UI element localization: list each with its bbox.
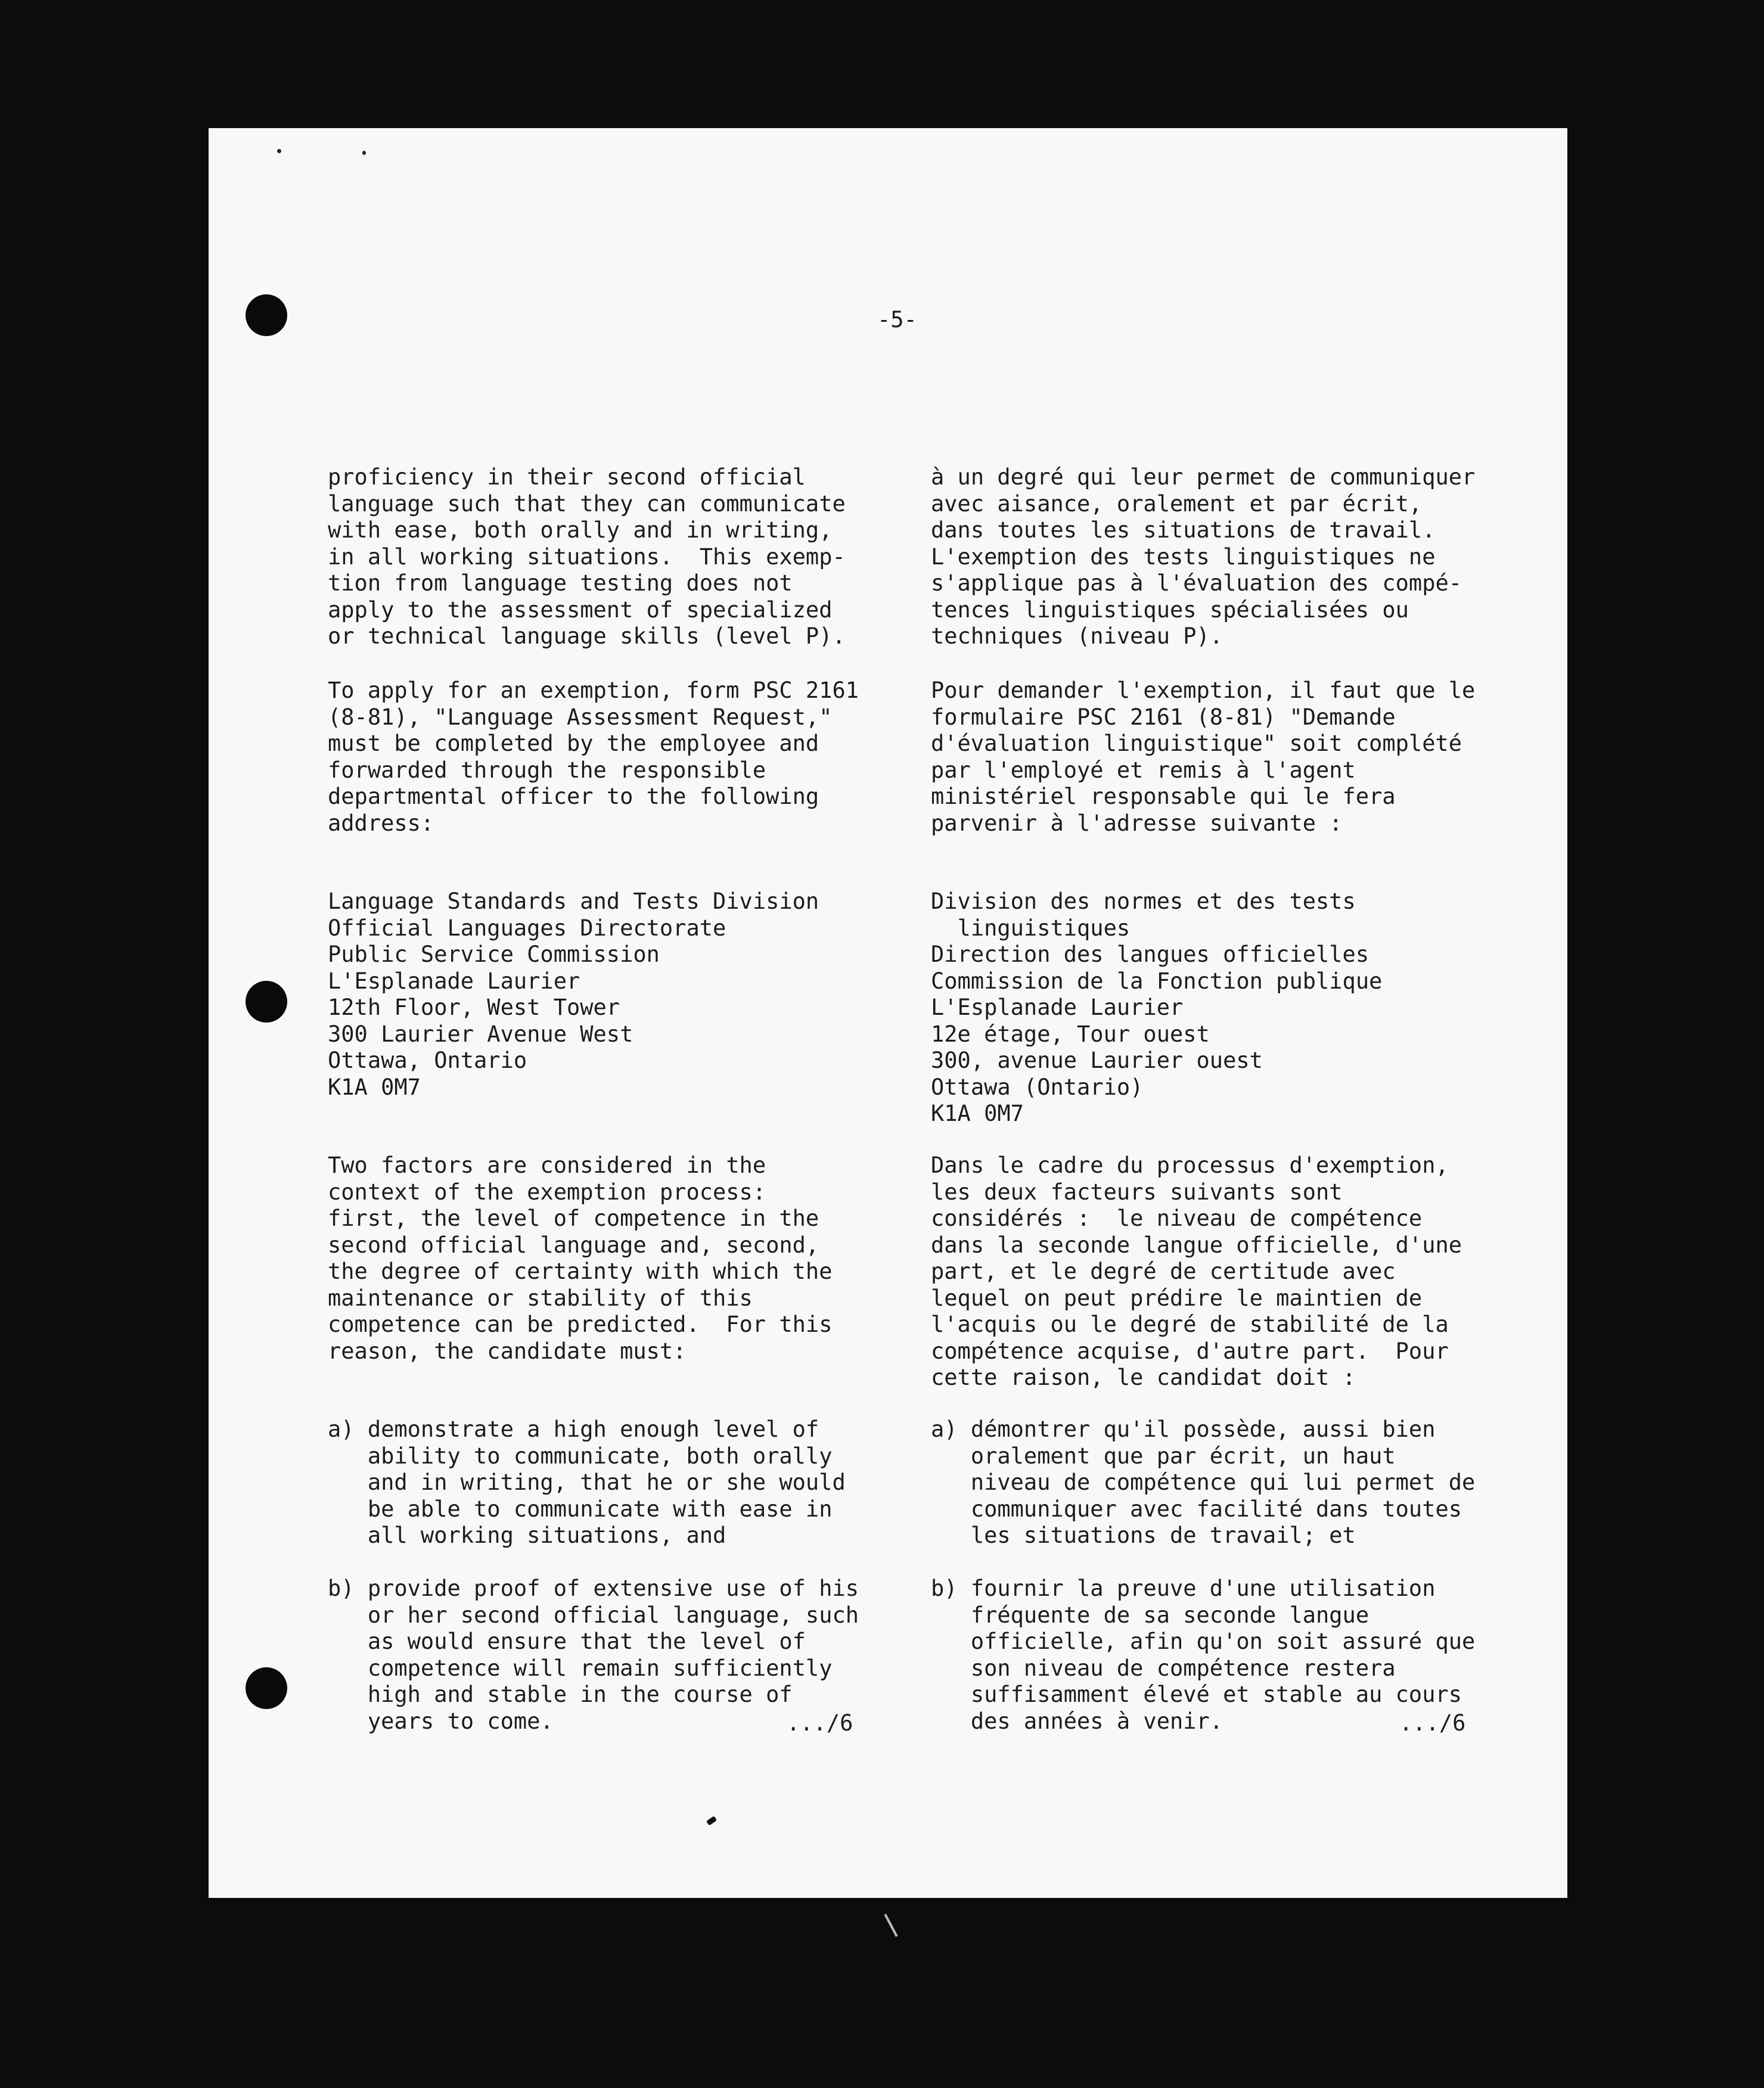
english-paragraph-3: Two factors are considered in the context of the exemption process: first, the level of competence in the second official language and, second, the degree of certainty with which the maintenance or stability of this competence can be predicted. For this reason, the candidate must: [328, 1152, 833, 1364]
english-item-a: a) demonstrate a high enough level of ability to communicate, both orally and in writing, that he or she would be able to communicate with ease in all working situations, and [328, 1416, 846, 1548]
french-paragraph-1: à un degré qui leur permet de communiquer avec aisance, oralement et par écrit, dans toutes les situations de travail. L'exemption des tests linguistiques ne s'applique pas à l'évaluation des compé- tences linguistiques spécialisées ou techniques (niveau P). [931, 464, 1476, 649]
french-address: Division des normes et des tests linguistiques Direction des langues officielles Commission de la Fonction publique L'Esplanade Laurier 12e étage, Tour ouest 300, avenue Laurier ouest Ottawa (Ontario) K1A 0M7 [931, 888, 1383, 1126]
english-continued: .../6 [787, 1710, 853, 1736]
page-number: -5- [877, 307, 917, 333]
english-column [328, 1523, 900, 1788]
english-paragraph-2: To apply for an exemption, form PSC 2161 (8-81), "Language Assessment Request," must be completed by the employee and forwarded through the responsible departmental officer to the following address: [328, 678, 859, 836]
english-address: Language Standards and Tests Division Official Languages Directorate Public Service Commission L'Esplanade Laurier 12th Floor, West Tower 300 Laurier Avenue West Ottawa, Ontario K1A 0M7 [328, 888, 819, 1100]
punch-hole-middle [246, 981, 287, 1023]
scan-speck [277, 149, 281, 153]
scan-scratch [884, 1914, 897, 1937]
punch-hole-bottom [246, 1667, 287, 1709]
french-item-b: b) fournir la preuve d'une utilisation fréquente de sa seconde langue officielle, afin qu'on soit assuré que son niveau de compétence restera suffisamment élevé et stable au cours des années à venir. [931, 1576, 1476, 1734]
english-item-b: b) provide proof of extensive use of his or her second official language, such as would ensure that the level of competence will remain sufficiently high and stable in the course of years to come. [328, 1576, 859, 1734]
scan-speck [362, 151, 366, 155]
english-paragraph-1: proficiency in their second official language such that they can communicate with ease, both orally and in writing, in all working situations. This exemp- tion from language testing does not apply to the assessment of specialized or technical language skills (level P). [328, 464, 846, 649]
french-item-a: a) démontrer qu'il possède, aussi bien oralement que par écrit, un haut niveau de compétence qui lui permet de communiquer avec facilité dans toutes les situations de travail; et [931, 1416, 1476, 1548]
french-paragraph-2: Pour demander l'exemption, il faut que le formulaire PSC 2161 (8-81) "Demande d'évaluation linguistique" soit complété par l'employé et remis à l'agent ministériel responsable qui le fera parvenir à l'adresse suivante : [931, 678, 1476, 836]
ink-mark [706, 1816, 717, 1826]
french-continued: .../6 [1399, 1710, 1466, 1736]
punch-hole-top [246, 294, 287, 336]
french-column [931, 1523, 1503, 1788]
french-paragraph-3: Dans le cadre du processus d'exemption, les deux facteurs suivants sont considérés : le niveau de compétence dans la seconde langue officielle, d'une part, et le degré de certitude avec lequel on peut prédire le maintien de l'acquis ou le degré de stabilité de la compétence acquise, d'autre part. Pour cette raison, le candidat doit : [931, 1152, 1462, 1390]
document-page [209, 128, 1567, 1898]
